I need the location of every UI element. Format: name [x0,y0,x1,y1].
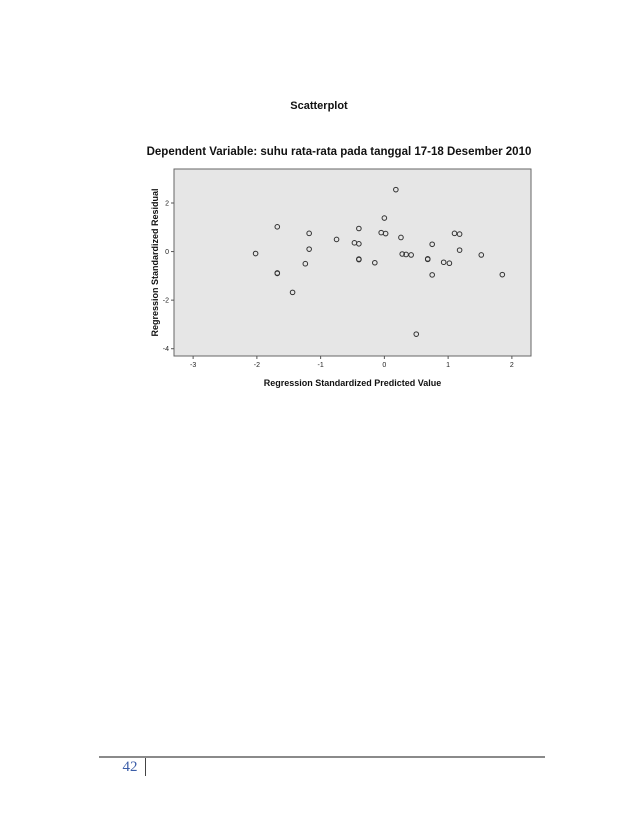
x-tick-label: 0 [382,362,387,369]
x-tick-label: 2 [509,362,514,369]
x-tick-label: -3 [190,362,197,369]
page-number: 42 [122,759,138,775]
x-axis-label: Regression Standardized Predicted Value [263,378,442,388]
x-tick-label: 1 [446,362,451,369]
x-axis [190,356,514,369]
page-number-divider [145,758,146,776]
y-tick-label: -4 [162,346,169,354]
chart-title: Scatterplot [290,100,348,112]
y-tick-label: -2 [162,297,169,305]
plot-area [174,169,531,356]
y-axis [163,201,174,354]
x-tick-label: -1 [317,362,324,369]
y-tick-label: 0 [165,249,169,257]
x-tick-label: -2 [253,362,260,369]
footer-rule [99,756,545,758]
y-axis-label: Regression Standardized Residual [150,188,160,337]
chart-subtitle: Dependent Variable: suhu rata-rata pada tanggal 17-18 Desember 2010 [146,146,532,158]
y-tick-label: 2 [165,200,169,208]
